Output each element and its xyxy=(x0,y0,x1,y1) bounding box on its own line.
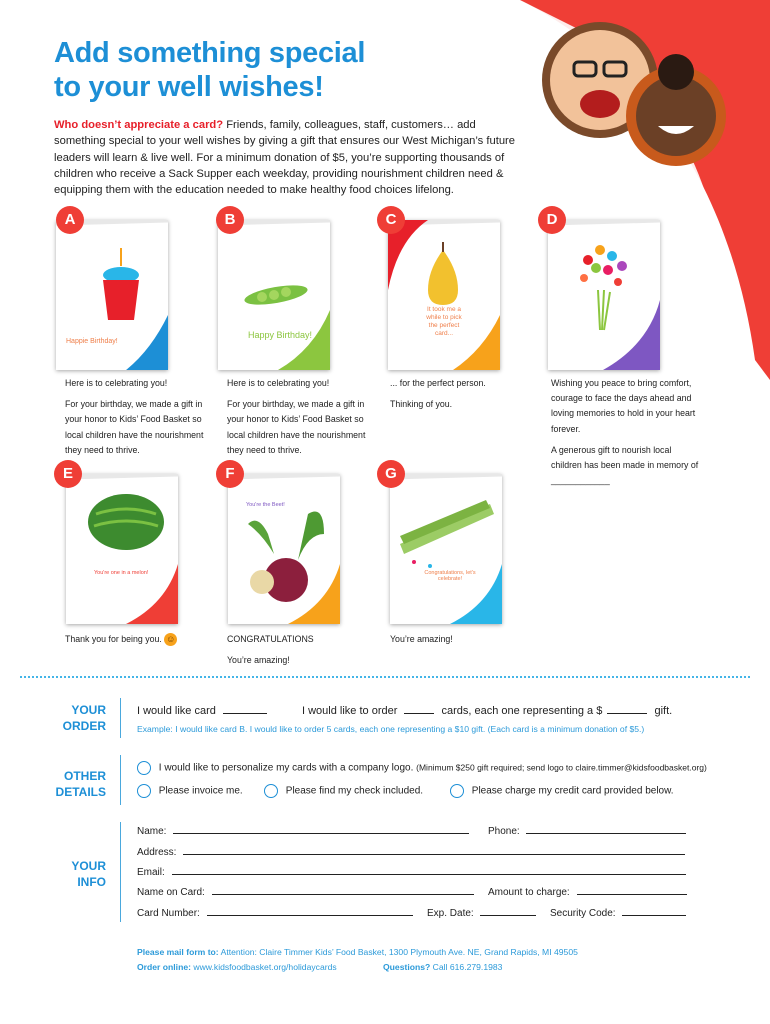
card-b-art xyxy=(218,220,330,370)
order-line xyxy=(137,705,672,717)
amount-field[interactable] xyxy=(577,886,687,895)
invoice-option xyxy=(137,784,243,798)
card-c-desc-1: ... for the perfect person. xyxy=(390,378,486,388)
address-row xyxy=(137,846,685,858)
logo-option-note: (Minimum $250 gift required; send logo to claire.timmer@kidsfoodbasket.org) xyxy=(416,762,707,773)
security-code-row xyxy=(550,907,686,919)
card-b-text: Happy Birthday! xyxy=(248,330,313,340)
check-option xyxy=(264,784,423,798)
card-choice-label: I would like card xyxy=(137,705,216,717)
credit-option-label: Please charge my credit card provided below. xyxy=(471,785,674,797)
amount-label: Amount to charge: xyxy=(488,887,570,898)
questions-label: Questions? xyxy=(383,962,431,972)
name-row xyxy=(137,825,469,837)
order-title-2: ORDER xyxy=(62,719,106,733)
card-a-badge: A xyxy=(56,206,84,234)
card-c-desc-2: Thinking of you. xyxy=(390,399,453,410)
card-c-art xyxy=(388,220,500,370)
order-section-title xyxy=(50,702,106,734)
email-field[interactable] xyxy=(172,866,686,875)
intro-lead: Who doesn’t appreciate a card? xyxy=(54,119,224,131)
card-choice-field[interactable] xyxy=(223,705,267,714)
card-b-desc-1: Here is to celebrating you! xyxy=(227,378,330,388)
card-b-description xyxy=(227,376,367,464)
card-b-desc-2: For your birthday, we made a gift in your honor to Kids’ Food Basket so local children have the nourishment they need to thrive. xyxy=(227,399,366,455)
credit-option xyxy=(450,784,674,798)
card-g-text: Congratulations, let's celebrate! xyxy=(424,570,476,582)
card-c-description xyxy=(390,376,530,418)
kids-photo xyxy=(538,18,728,168)
gift-amount-field[interactable] xyxy=(607,705,647,714)
card-e-art xyxy=(66,474,178,624)
order-title-1: YOUR xyxy=(71,703,106,717)
name-on-card-row xyxy=(137,886,474,898)
check-radio[interactable] xyxy=(264,784,278,798)
card-g-description xyxy=(390,632,530,653)
card-e[interactable] xyxy=(66,474,178,624)
card-d-desc-2: A generous gift to nourish local children has been made in memory of ____________ xyxy=(551,444,699,486)
mail-address: Attention: Claire Timmer Kids’ Food Basket, 1300 Plymouth Ave. NE, Grand Rapids, MI 49505 xyxy=(220,947,578,957)
card-e-badge: E xyxy=(54,460,82,488)
card-f-description xyxy=(227,632,367,674)
details-title-2: DETAILS xyxy=(55,785,106,799)
card-g[interactable] xyxy=(390,474,502,624)
card-f-art xyxy=(228,474,340,624)
card-a-desc-1: Here is to celebrating you! xyxy=(65,378,168,388)
questions-line xyxy=(383,962,502,972)
card-a-text: Happie Birthday! xyxy=(66,338,118,345)
order-quantity-field[interactable] xyxy=(404,705,434,714)
online-label: Order online: xyxy=(137,962,191,972)
order-quantity-label: I would like to order xyxy=(302,705,398,717)
info-title-2: INFO xyxy=(77,875,106,889)
info-title-1: YOUR xyxy=(71,859,106,873)
security-code-label: Security Code: xyxy=(550,908,616,919)
exp-date-label: Exp. Date: xyxy=(427,908,474,919)
card-g-desc-1: You’re amazing! xyxy=(390,634,453,644)
address-label: Address: xyxy=(137,847,177,858)
exp-date-field[interactable] xyxy=(480,907,536,916)
card-e-text: You're one in a melon! xyxy=(94,570,149,576)
questions-phone: Call 616.279.1983 xyxy=(432,962,503,972)
card-c-text: It took me a while to pick the perfect card... xyxy=(426,306,462,337)
name-label: Name: xyxy=(137,826,167,837)
info-divider xyxy=(120,822,121,922)
section-divider xyxy=(20,676,750,678)
title-line-1: Add something special xyxy=(54,37,366,69)
card-f-desc-1: CONGRATULATIONS xyxy=(227,634,314,644)
card-f-badge: F xyxy=(216,460,244,488)
card-d[interactable] xyxy=(548,220,660,370)
page-title xyxy=(54,36,365,104)
card-a[interactable] xyxy=(56,220,168,370)
mail-line xyxy=(137,947,578,957)
name-field[interactable] xyxy=(173,825,469,834)
credit-radio[interactable] xyxy=(450,784,464,798)
check-option-label: Please find my check included. xyxy=(285,785,424,797)
card-d-desc-1: Wishing you peace to bring comfort, courage to face the days ahead and loving memories to hold in your heart forever. xyxy=(551,378,696,434)
email-row xyxy=(137,866,686,878)
details-title-1: OTHER xyxy=(64,769,106,783)
card-f-desc-2: You’re amazing! xyxy=(227,655,290,666)
title-line-2: to your well wishes! xyxy=(54,71,324,103)
online-line xyxy=(137,962,337,972)
details-divider xyxy=(120,755,121,805)
info-section-title xyxy=(50,858,106,890)
smiley-icon: ☺ xyxy=(166,634,176,645)
security-code-field[interactable] xyxy=(622,907,686,916)
name-on-card-label: Name on Card: xyxy=(137,887,205,898)
card-a-desc-2: For your birthday, we made a gift in your honor to Kids’ Food Basket so local children have the nourishment they need to thrive. xyxy=(65,399,204,455)
card-d-badge: D xyxy=(538,206,566,234)
order-example: Example: I would like card B. I would like to order 5 cards, each one representing a $10 gift. (Each card is a minimum donation of $5.) xyxy=(137,724,645,734)
phone-field[interactable] xyxy=(526,825,686,834)
card-c[interactable] xyxy=(388,220,500,370)
card-number-label: Card Number: xyxy=(137,908,200,919)
online-url-link[interactable]: www.kidsfoodbasket.org/holidaycards xyxy=(193,962,337,972)
name-on-card-field[interactable] xyxy=(212,886,474,895)
card-b-badge: B xyxy=(216,206,244,234)
invoice-option-label: Please invoice me. xyxy=(158,785,243,797)
email-label: Email: xyxy=(137,867,165,878)
card-a-art xyxy=(56,220,168,370)
card-a-description xyxy=(65,376,205,464)
intro-body: Friends, family, colleagues, staff, customers… add something special to your well wishes by giving a gift that ensures our West Michigan’s future leaders will learn & live well. For a minimum donation of $5, you’re supporting thousands of children who receive a Sack Supper each weekday, providing nourishment children need & equipping them with the education needed to make healthy food choices lifelong. xyxy=(54,119,515,197)
exp-date-row xyxy=(427,907,536,919)
invoice-radio[interactable] xyxy=(137,784,151,798)
logo-option xyxy=(137,761,707,775)
card-e-description xyxy=(65,632,225,647)
card-e-desc-1: Thank you for being you. xyxy=(65,634,162,644)
mail-label: Please mail form to: xyxy=(137,947,219,957)
card-g-badge: G xyxy=(377,460,405,488)
phone-row xyxy=(488,825,686,837)
card-g-art xyxy=(390,474,502,624)
logo-option-label: I would like to personalize my cards with a company logo. xyxy=(158,762,414,774)
details-section-title xyxy=(50,768,106,800)
card-b[interactable] xyxy=(218,220,330,370)
card-number-row xyxy=(137,907,413,919)
amount-row xyxy=(488,886,687,898)
card-f[interactable] xyxy=(228,474,340,624)
address-field[interactable] xyxy=(183,846,685,855)
order-amount-label: cards, each one representing a $ xyxy=(441,705,603,717)
card-number-field[interactable] xyxy=(207,907,413,916)
order-gift-label: gift. xyxy=(654,705,673,717)
phone-label: Phone: xyxy=(488,826,520,837)
intro-paragraph xyxy=(54,117,524,198)
order-divider xyxy=(120,698,121,738)
logo-radio[interactable] xyxy=(137,761,151,775)
card-f-text: You're the Beet! xyxy=(246,502,285,508)
card-c-badge: C xyxy=(377,206,405,234)
card-d-art xyxy=(548,220,660,370)
card-d-description xyxy=(551,376,701,494)
